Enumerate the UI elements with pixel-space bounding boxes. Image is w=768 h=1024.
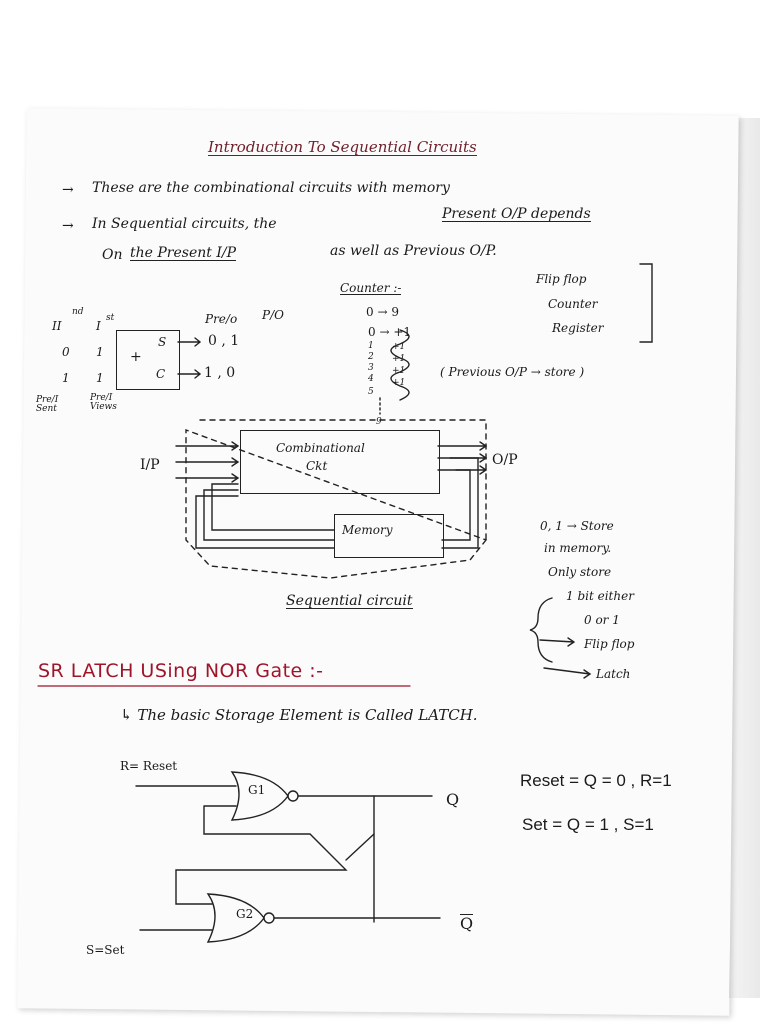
counter-loop [391,330,409,400]
adder-carry-arrow [178,370,200,378]
counter-plus-3: +1 [392,366,406,376]
adder-pre-o: Pre/o [205,312,238,326]
bracket-item-3: Register [552,321,604,335]
nor-gate-g2 [208,894,264,942]
adder-row2-b: 1 [96,371,104,385]
adder-row2-a: 1 [62,371,70,385]
adder-col-b: I [96,319,101,333]
bullet-arrow: → [62,218,74,234]
adder-foot-a: Pre/I Sent [36,395,59,414]
cross-feedback-wire [176,806,346,904]
combinational-label-2: Ckt [306,459,328,473]
reset-label: R= Reset [120,759,178,773]
combinational-label-1: Combinational [276,441,365,455]
adder-row1-a: 0 [62,345,70,359]
seq-output-label: O/P [492,452,518,468]
counter-plus-2: +1 [392,354,406,364]
bracket-item-2: Counter [548,297,598,311]
counter-plus-1: +1 [392,342,406,352]
intro-line-1: These are the combinational circuits with memory [92,180,450,196]
counter-step-9: 9 [376,417,382,427]
memory-note-6: Flip flop [584,637,635,651]
gate-g2-label: G2 [236,907,254,921]
bracket-item-1: Flip flop [536,272,587,286]
adder-row1-b: 1 [96,345,104,359]
counter-step-4: 4 [368,374,374,384]
counter-range: 0 → 9 [366,305,399,319]
counter-step-3: 3 [368,363,374,373]
adder-out2: 1 , 0 [204,365,236,381]
memory-note-3: Only store [548,565,612,579]
memory-note-5: 0 or 1 [584,613,620,627]
memory-note-2: in memory. [544,541,612,555]
adder-sum: S [158,335,167,349]
bullet-arrow: → [62,182,74,198]
memory-note-7: Latch [596,667,631,681]
set-equation: Set = Q = 1 , S=1 [522,815,654,834]
counter-heading: Counter :- [340,281,402,295]
curly-brace [530,598,552,662]
q-output-label: Q [446,790,460,809]
q-bar-output-label: Q [460,914,474,933]
adder-po: P/O [262,308,284,322]
counter-step-2: 2 [368,352,374,362]
intro-line-2b: Present O/P depends [442,206,591,222]
adder-sum-arrow [178,338,200,346]
seq-input-label: I/P [140,457,160,473]
counter-step-5: 5 [368,387,374,397]
memory-note-4: 1 bit either [566,589,634,603]
adder-foot-b: Pre/I Views [90,393,117,412]
adder-col-a-sup: nd [72,307,84,317]
counter-plus-4: +1 [392,378,406,388]
memory-note-1: 0, 1 → Store [540,519,614,533]
counter-note: ( Previous O/P → store ) [440,365,585,379]
page-title: Introduction To Sequential Circuits [208,138,477,156]
intro-line-3c: as well as Previous O/P. [330,243,497,259]
sr-latch-heading: SR LATCH USing NOR Gate :- [38,660,324,682]
adder-op: + [130,349,142,365]
intro-line-2a: In Sequential circuits, the [92,216,277,232]
adder-out1: 0 , 1 [208,333,240,349]
seq-caption: Sequential circuit [286,593,413,609]
adder-col-b-sup: st [106,313,115,323]
adder-carry: C [156,367,166,381]
gate-g1-label: G1 [248,783,266,797]
bracket-shape [640,264,652,342]
reset-equation: Reset = Q = 0 , R=1 [520,771,672,790]
memory-label: Memory [342,523,393,537]
set-label: S=Set [86,943,125,957]
nor-gate-g1 [232,772,288,820]
adder-col-a: II [52,319,62,333]
counter-step: 0 → +1 [368,325,412,339]
sequential-dashed-boundary [186,417,486,578]
intro-line-3b: the Present I/P [130,245,237,261]
sr-latch-subheading: ↳ The basic Storage Element is Called LATCH. [120,706,478,724]
intro-line-3a: On [102,247,123,263]
counter-step-1: 1 [368,341,374,351]
